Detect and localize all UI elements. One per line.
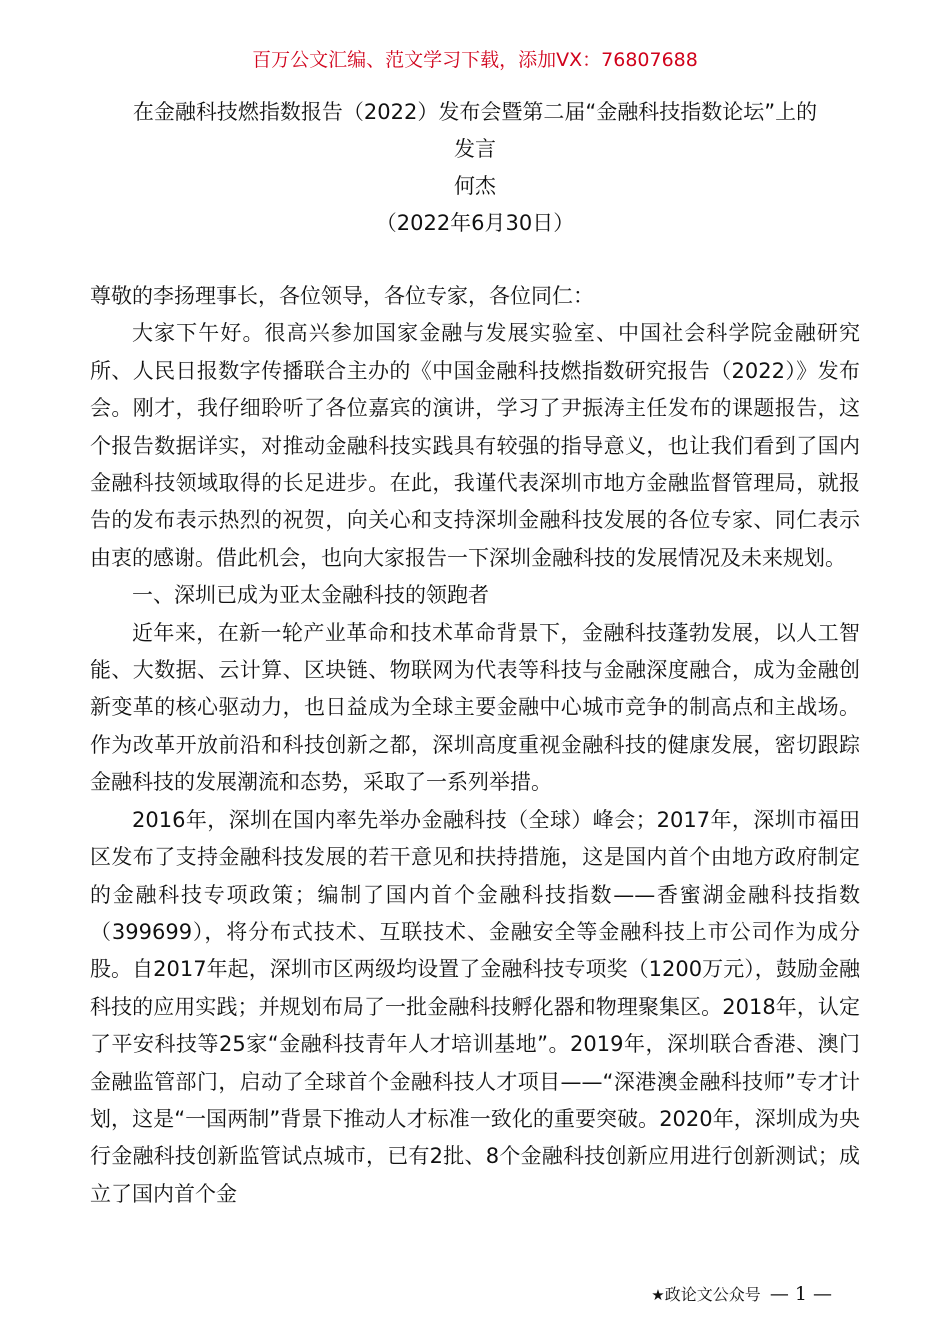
star-icon: ★ [651, 1286, 665, 1304]
author-name: 何杰 [454, 174, 496, 198]
footer-source: 政论文公众号 [664, 1285, 761, 1304]
title-line-1: 在金融科技燃指数报告（2022）发布会暨第二届“金融科技指数论坛”上的 [132, 100, 818, 124]
section-heading-1: 一、深圳已成为亚太金融科技的领跑者 [132, 583, 489, 608]
document-body [90, 278, 860, 1213]
header-banner: 百万公文汇编、范文学习下载，添加VX：76807688 [252, 49, 698, 71]
salutation: 尊敬的李扬理事长，各位领导，各位专家，各位同仁： [90, 284, 594, 308]
page-number: — 1 — [769, 1283, 832, 1305]
speech-date: （2022年6月30日） [375, 211, 575, 235]
paragraph-opening: 大家下午好。很高兴参加国家金融与发展实验室、中国社会科学院金融研究所、人民日报数字传播联合主办的《中国金融科技燃指数研究报告（2022）》发布会。刚才，我仔细聆听了各位嘉宾的演讲，学习了尹振涛主任发布的课题报告，这个报告数据详实，对推动金融科技实践具有较强的指导意义，也让我们看到了国内金融科技领域取得的长足进步。在此，我谨代表深圳市地方金融监督管理局，就报告的发布表示热烈的祝贺，向关心和支持深圳金融科技发展的各位专家、同仁表示由衷的感谢。借此机会，也向大家报告一下深圳金融科技的发展情况及未来规划。 [90, 321, 860, 570]
page-footer [651, 1282, 832, 1307]
document-title [90, 94, 860, 242]
title-line-2: 发言 [454, 137, 496, 161]
paragraph-timeline: 2016年，深圳在国内率先举办金融科技（全球）峰会；2017年，深圳市福田区发布了支持金融科技发展的若干意见和扶持措施，这是国内首个由地方政府制定的金融科技专项政策；编制了国内首个金融科技指数——香蜜湖金融科技指数（399699），将分布式技术、互联技术、金融安全等金融科技上市公司作为成分股。自2017年起，深圳市区两级均设置了金融科技专项奖（1200万元），鼓励金融科技的应用实践；并规划布局了一批金融科技孵化器和物理聚集区。2018年，认定了平安科技等25家“金融科技青年人才培训基地”。2019年，深圳联合香港、澳门金融监管部门，启动了全球首个金融科技人才项目——“深港澳金融科技师”专才计划，这是“一国两制”背景下推动人才标准一致化的重要突破。2020年，深圳成为央行金融科技创新监管试点城市，已有2批、8个金融科技创新应用进行创新测试；成立了国内首个金 [90, 807, 860, 1206]
paragraph-background: 近年来，在新一轮产业革命和技术革命背景下，金融科技蓬勃发展，以人工智能、大数据、云计算、区块链、物联网为代表等科技与金融深度融合，成为金融创新变革的核心驱动力，也日益成为全球主要金融中心城市竞争的制高点和主战场。作为改革开放前沿和科技创新之都，深圳高度重视金融科技的健康发展，密切跟踪金融科技的发展潮流和态势，采取了一系列举措。 [90, 620, 860, 795]
